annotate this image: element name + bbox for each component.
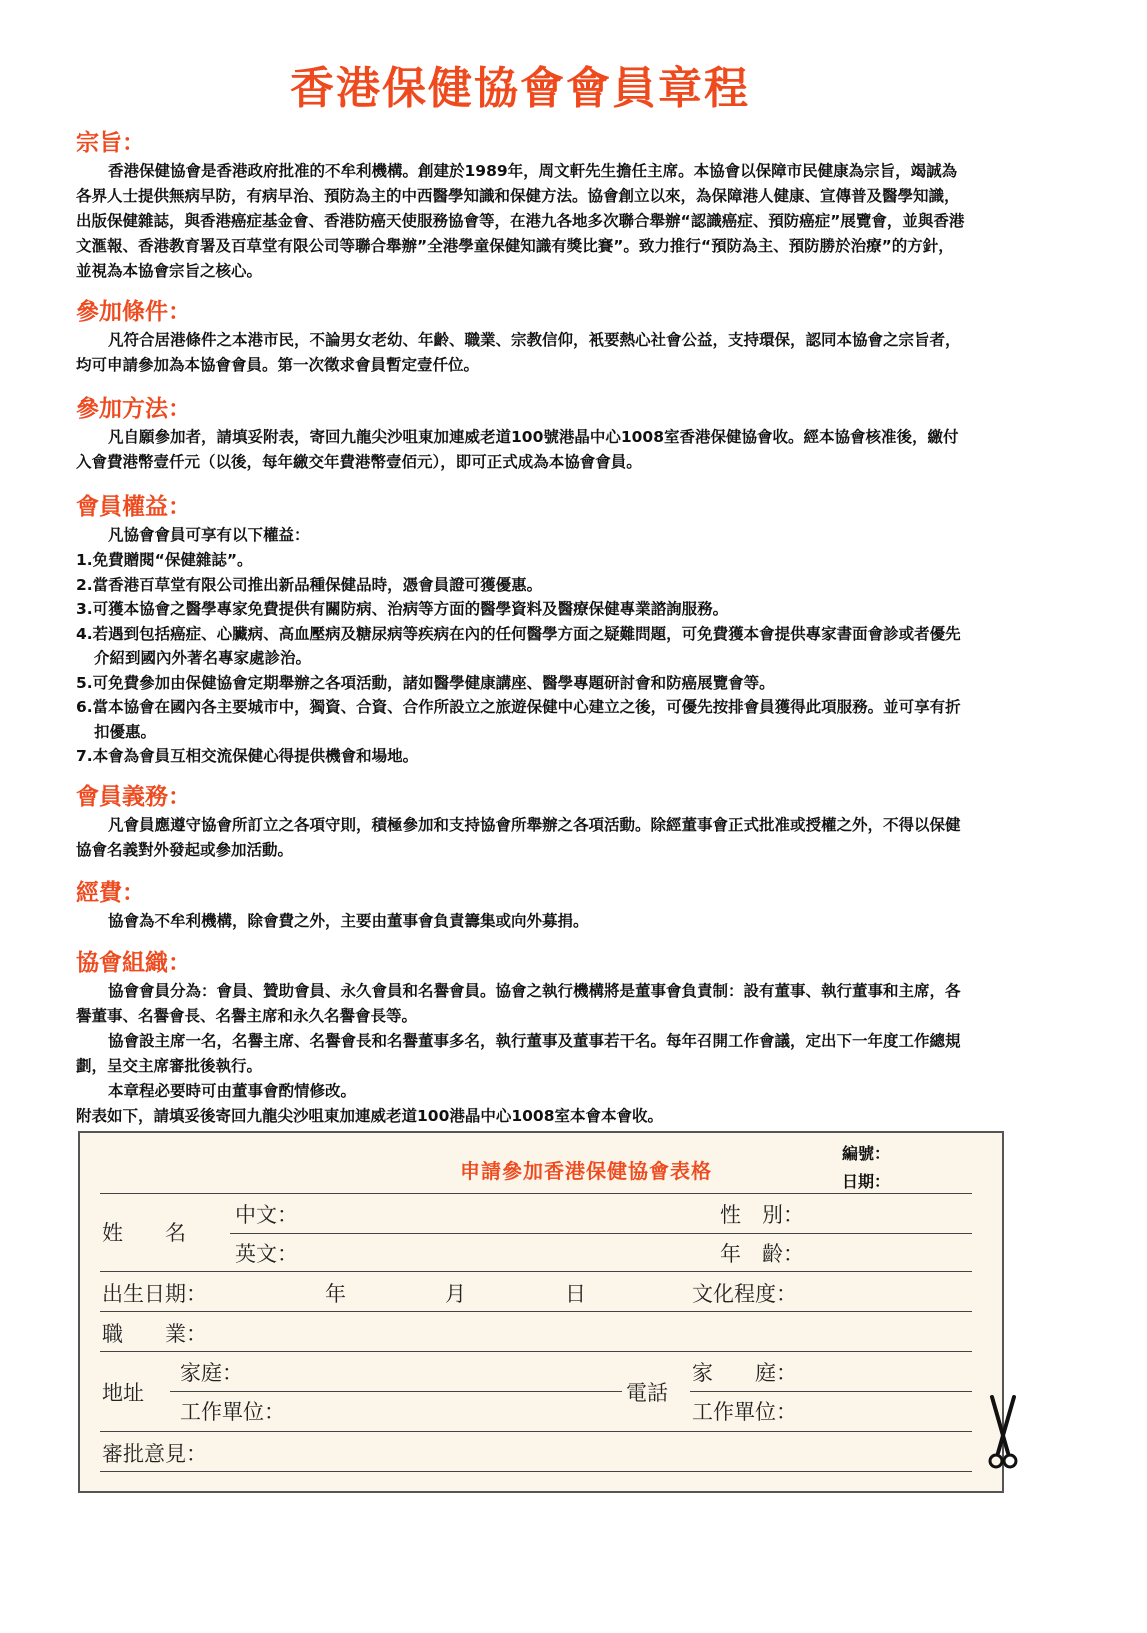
form-rule	[100, 1193, 972, 1194]
organization-p1: 協會會員分為：會員、贊助會員、永久會員和名譽會員。協會之執行機構將是董事會負責制：設有董事、執行董事和主席，各譽董事、名譽會長、名譽主席和永久名譽會長等。	[76, 982, 961, 1025]
method-text: 凡自願參加者，請填妥附表，寄回九龍尖沙咀東加連威老道100號港晶中心1008室香港保健協會收。經本協會核准後，繳付入會費港幣壹仟元（以後，每年繳交年費港幣壹佰元），即可正式成為本協會會員。	[76, 428, 959, 471]
phone-label: 電話	[626, 1381, 668, 1405]
address-home-field[interactable]	[255, 1357, 615, 1387]
dob-month-label: 月	[445, 1282, 466, 1306]
organization-note: 附表如下，請填妥後寄回九龍尖沙咀東加連威老道100港晶中心1008室本會本會收。	[76, 1107, 663, 1125]
name-label: 姓 名	[102, 1221, 186, 1245]
section-method	[76, 390, 966, 475]
rights-item: 4.若遇到包括癌症、心臟病、高血壓病及糖尿病等疾病在內的任何醫學方面之疑難問題，可免費獲本會提供專家書面會診或者優先介紹到國內外著名專家處診治。	[76, 624, 961, 667]
form-number-label: 編號：	[842, 1144, 891, 1163]
duties-heading: 會員義務：	[76, 784, 191, 810]
rights-item: 7.本會為會員互相交流保健心得提供機會和場地。	[76, 747, 419, 765]
section-eligibility	[76, 293, 966, 378]
eligibility-text: 凡符合居港條件之本港市民，不論男女老幼、年齡、職業、宗教信仰，衹要熱心社會公益，支持環保，認同本協會之宗旨者，均可申請參加為本協會會員。第一次徵求會員暫定壹仟位。	[76, 331, 961, 374]
section-organization	[76, 944, 966, 1129]
phone-work-field[interactable]	[820, 1396, 970, 1426]
form-rule	[100, 1351, 972, 1352]
phone-home-field[interactable]	[820, 1357, 970, 1387]
form-rule	[690, 1391, 972, 1392]
dob-year-label: 年	[325, 1282, 346, 1306]
form-rule	[100, 1271, 972, 1272]
page-title: 香港保健協會會員章程	[290, 63, 750, 114]
section-rights	[76, 488, 966, 769]
address-work-label: 工作單位：	[180, 1400, 285, 1424]
approval-label: 審批意見：	[102, 1442, 207, 1466]
form-rule	[100, 1431, 972, 1432]
rights-heading: 會員權益：	[76, 494, 191, 520]
form-rule	[170, 1391, 622, 1392]
section-purpose	[76, 124, 966, 284]
address-work-field[interactable]	[300, 1396, 615, 1426]
section-duties	[76, 778, 966, 863]
rights-item: 1.免費贈閱“保健雜誌”。	[76, 551, 253, 569]
organization-p3: 本章程必要時可由董事會酌情修改。	[108, 1082, 357, 1100]
gender-label: 性 別：	[720, 1203, 804, 1227]
phone-home-label: 家 庭：	[692, 1361, 797, 1385]
duties-text: 凡會員應遵守協會所訂立之各項守則，積極參加和支持協會所舉辦之各項活動。除經董事會正式批准或授權之外，不得以保健協會名義對外發起或參加活動。	[76, 816, 961, 859]
rights-item: 6.當本協會在國內各主要城市中，獨資、合資、合作所設立之旅遊保健中心建立之後，可優先按排會員獲得此項服務。並可享有折扣優惠。	[76, 698, 961, 741]
address-home-label: 家庭：	[180, 1361, 243, 1385]
english-name-field[interactable]	[308, 1238, 698, 1268]
scissors-icon	[986, 1395, 1020, 1475]
form-title: 申請參加香港保健協會表格	[460, 1159, 712, 1183]
form-rule	[100, 1471, 972, 1472]
rights-item: 2.當香港百草堂有限公司推出新品種保健品時，憑會員證可獲優惠。	[76, 575, 543, 594]
dob-label: 出生日期：	[102, 1282, 207, 1306]
rights-item: 5.可免費參加由保健協會定期舉辦之各項活動，諸如醫學健康講座、醫學專題研討會和防癌展覽會等。	[76, 673, 775, 692]
funding-text: 協會為不牟利機構，除會費之外，主要由董事會負責籌集或向外募捐。	[108, 912, 589, 930]
approval-field[interactable]	[230, 1436, 970, 1466]
occupation-field[interactable]	[230, 1316, 970, 1346]
eligibility-heading: 參加條件：	[76, 299, 191, 325]
address-label: 地址	[102, 1381, 144, 1405]
form-date-label: 日期：	[842, 1172, 891, 1191]
age-field[interactable]	[820, 1238, 970, 1268]
section-funding	[76, 874, 966, 934]
chinese-name-field[interactable]	[308, 1199, 698, 1229]
organization-heading: 協會組織：	[76, 950, 191, 976]
organization-p2: 協會設主席一名，名譽主席、名譽會長和名譽董事多名，執行董事及董事若干名。每年召開工作會議，定出下一年度工作總規劃，呈交主席審批後執行。	[76, 1032, 961, 1075]
english-name-label: 英文：	[235, 1242, 298, 1266]
purpose-heading: 宗旨：	[76, 130, 145, 156]
dob-day-label: 日	[565, 1282, 586, 1306]
education-label: 文化程度：	[692, 1282, 797, 1306]
rights-item: 3.可獲本協會之醫學專家免費提供有關防病、治病等方面的醫學資料及醫療保健專業諮詢服務。	[76, 600, 729, 618]
application-form	[78, 1131, 1004, 1493]
age-label: 年 齡：	[720, 1242, 804, 1266]
method-heading: 參加方法：	[76, 396, 191, 422]
occupation-label: 職 業：	[102, 1322, 207, 1346]
dob-field[interactable]	[230, 1276, 610, 1306]
purpose-text: 香港保健協會是香港政府批准的不牟利機構。創建於1989年，周文軒先生擔任主席。本協會以保障市民健康為宗旨，竭誠為各界人士提供無病早防，有病早治、預防為主的中西醫學知識和保健方法。協會創立以來，為保障港人健康、宣傳普及醫學知識，出版保健雜誌，與香港癌症基金會、香港防癌天使服務協會等，在港九各地多次聯合舉辦“認識癌症、預防癌症”展覽會，並與香港文滙報、香港教育署及百草堂有限公司等聯合舉辦”全港學童保健知識有獎比賽”。致力推行“預防為主、預防勝於治療”的方針，並視為本協會宗旨之核心。	[76, 162, 965, 280]
form-rule	[230, 1233, 972, 1234]
funding-heading: 經費：	[76, 880, 145, 906]
form-rule	[100, 1311, 972, 1312]
chinese-name-label: 中文：	[235, 1203, 298, 1227]
rights-intro: 凡協會會員可享有以下權益：	[108, 526, 310, 544]
education-field[interactable]	[820, 1276, 970, 1306]
gender-field[interactable]	[820, 1199, 970, 1229]
phone-work-label: 工作單位：	[692, 1400, 797, 1424]
